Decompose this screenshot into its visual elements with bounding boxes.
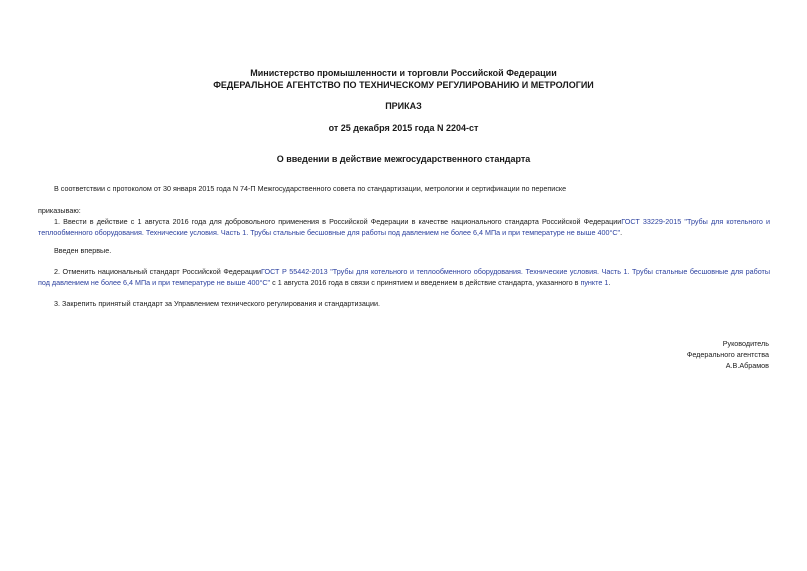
preamble-paragraph: [38, 183, 770, 194]
item1-line2: [38, 227, 770, 238]
item2-text: 2. Отменить национальный стандарт Российской Федерации: [54, 267, 261, 276]
signature-title1: Руководитель: [722, 339, 769, 348]
item2-line2: [38, 277, 770, 288]
gost-r-55442-link[interactable]: ГОСТ Р 55442-2013 "Трубы для котельного и теплообменного оборудования. Технические условия. Часть 1. Трубы стальные бесшовные для работы: [260, 267, 770, 276]
item1-paragraph: [38, 216, 770, 238]
item2-mid: с 1 августа 2016 года в связи с принятием и введением в действие стандарта, указанного в: [270, 278, 581, 287]
item2-line1: [38, 266, 770, 277]
item2-paragraph: [38, 266, 770, 288]
item3-paragraph: [38, 298, 770, 309]
signature-name: А.В.Абрамов: [725, 361, 769, 370]
item1-reference-link[interactable]: пункте 1: [580, 278, 609, 287]
date-number: от 25 декабря 2015 года N 2204-ст: [328, 123, 479, 133]
item1-end: .: [620, 228, 623, 237]
order-word-paragraph: [38, 205, 770, 216]
doc-type: ПРИКАЗ: [385, 101, 422, 111]
gost-33229-link[interactable]: ГОСТ 33229-2015 "Трубы для котельного и: [621, 217, 770, 226]
introduced-text: Введен впервые.: [54, 246, 112, 255]
ministry-title: Министерство промышленности и торговли Российской Федерации: [250, 68, 557, 78]
item2-end: .: [608, 278, 611, 287]
preamble-text: В соответствии с протоколом от 30 января 2015 года N 74-П Межгосударственного совета по стандартизации, метрологии и сертификации по переписке: [54, 184, 567, 193]
gost-33229-link-cont[interactable]: теплообменного оборудования. Технические условия. Часть 1. Трубы стальные бесшовные для работы под давлением не более 6,4 МПа и при температуре не выше 400°С": [38, 228, 621, 237]
introduced-paragraph: [38, 245, 770, 256]
gost-r-55442-link-cont[interactable]: под давлением не более 6,4 МПа и при температуре не выше 400°С": [38, 278, 271, 287]
signature-title2: Федерального агентства: [686, 350, 769, 359]
item1-text: 1. Ввести в действие с 1 августа 2016 года для добровольного применения в Российской Федерации в качестве национального стандарта Российской Федерации: [54, 217, 622, 226]
order-word: приказываю:: [38, 206, 81, 215]
agency-title: ФЕДЕРАЛЬНОЕ АГЕНТСТВО ПО ТЕХНИЧЕСКОМУ РЕГУЛИРОВАНИЮ И МЕТРОЛОГИИ: [213, 80, 594, 90]
item1-line1: [38, 216, 770, 227]
subject-title: О введении в действие межгосударственного стандарта: [276, 154, 531, 164]
item3-text: 3. Закрепить принятый стандарт за Управлением технического регулирования и стандартизации.: [54, 299, 380, 308]
